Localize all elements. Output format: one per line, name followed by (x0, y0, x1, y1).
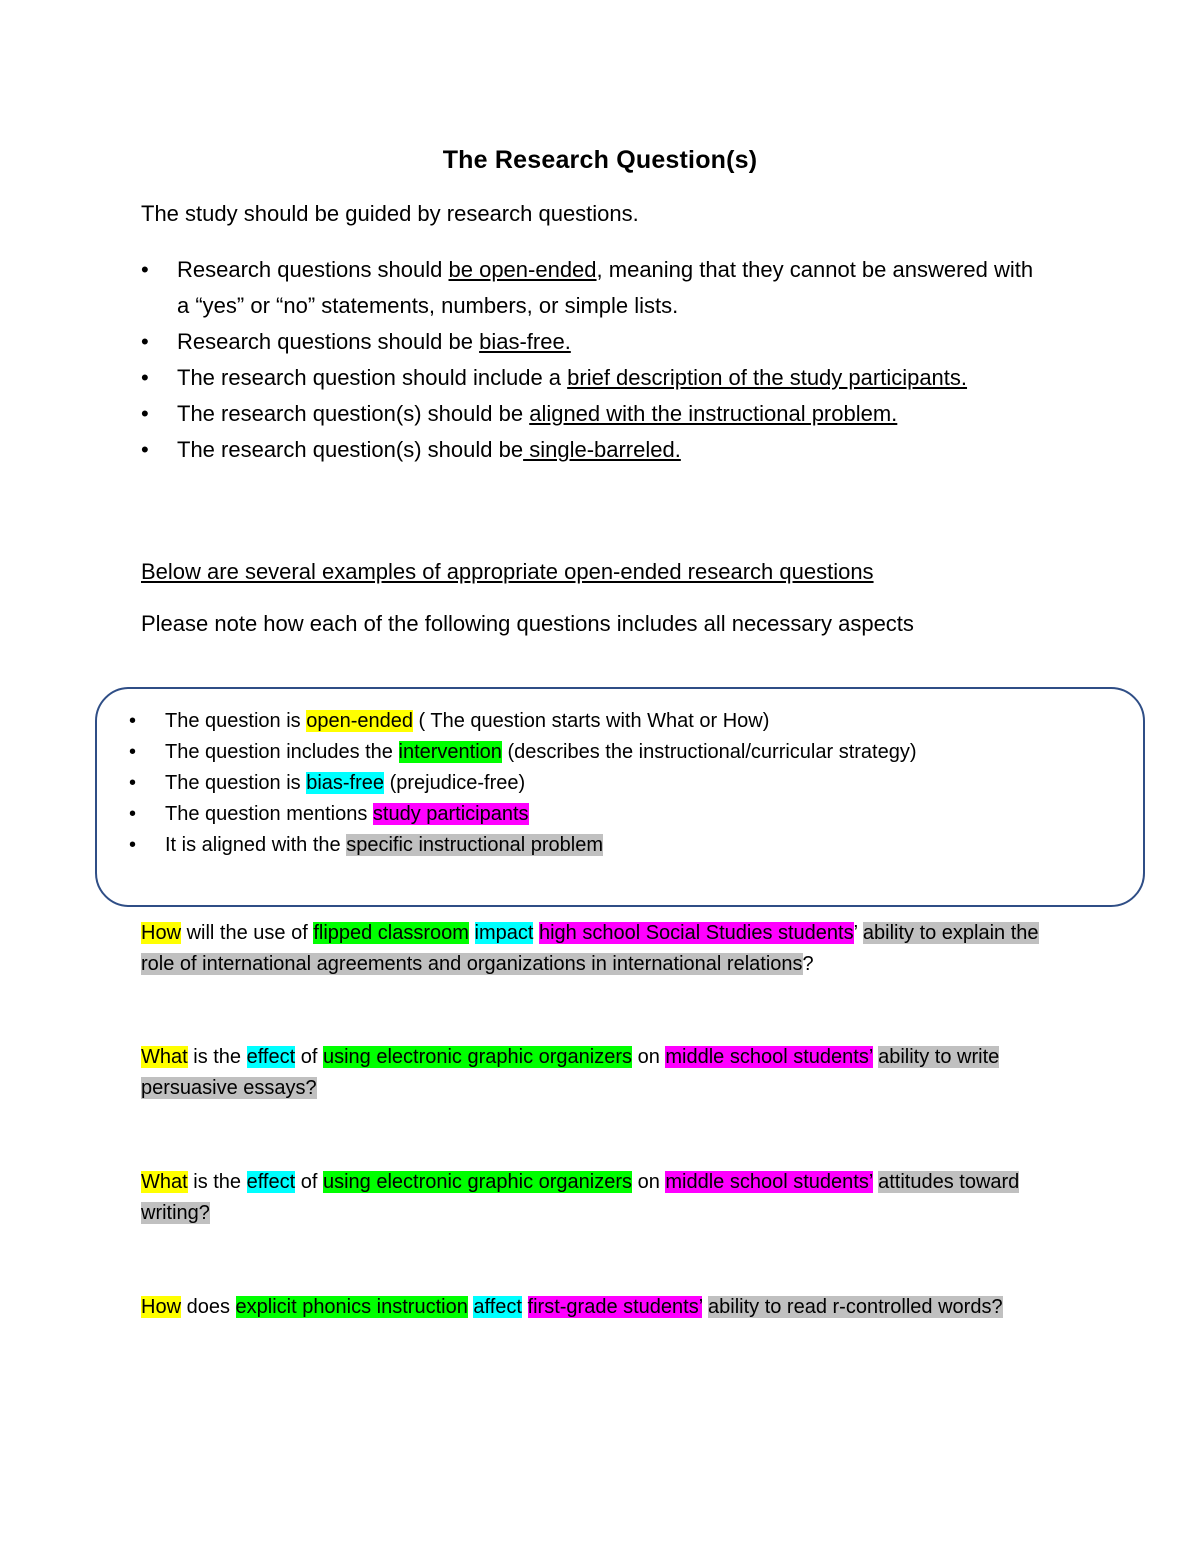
criteria-item: • It is aligned with the specific instructional problem (129, 830, 917, 861)
example-question-1: How will the use of flipped classroom impact high school Social Studies students’ ability to explain the role of international agreements and organizations in international relations? (141, 922, 1039, 975)
page-title: The Research Question(s) (442, 146, 758, 174)
guideline-item: • Research questions should be open-ended, meaning that they cannot be answered with a “yes” or “no” statements, numbers, or simple lists. (141, 252, 1041, 324)
criteria-item: • The question mentions study participants (129, 799, 917, 830)
guideline-item: • The research question(s) should be aligned with the instructional problem. (141, 396, 1041, 432)
note-text: Please note how each of the following questions includes all necessary aspects (141, 611, 914, 636)
criteria-list (129, 706, 917, 861)
example-question-2: What is the effect of using electronic graphic organizers on middle school students’ ability to write persuasive essays? (141, 1046, 1000, 1099)
intro-text: The study should be guided by research questions. (141, 201, 639, 226)
guideline-item: • The research question(s) should be single-barreled. (141, 432, 1041, 468)
guideline-item: • The research question should include a brief description of the study participants. (141, 360, 1041, 396)
guidelines-list (141, 252, 1041, 468)
criteria-item: • The question is open-ended ( The question starts with What or How) (129, 706, 917, 737)
example-question-3: What is the effect of using electronic graphic organizers on middle school students’ attitudes toward writing? (141, 1171, 1020, 1224)
criteria-item: • The question includes the intervention (describes the instructional/curricular strategy) (129, 737, 917, 768)
examples-heading: Below are several examples of appropriate open-ended research questions (141, 559, 874, 584)
criteria-item: • The question is bias-free (prejudice-free) (129, 768, 917, 799)
guideline-item: • Research questions should be bias-free. (141, 324, 1041, 360)
example-question-4: How does explicit phonics instruction affect first-grade students’ ability to read r-controlled words? (141, 1296, 1003, 1318)
